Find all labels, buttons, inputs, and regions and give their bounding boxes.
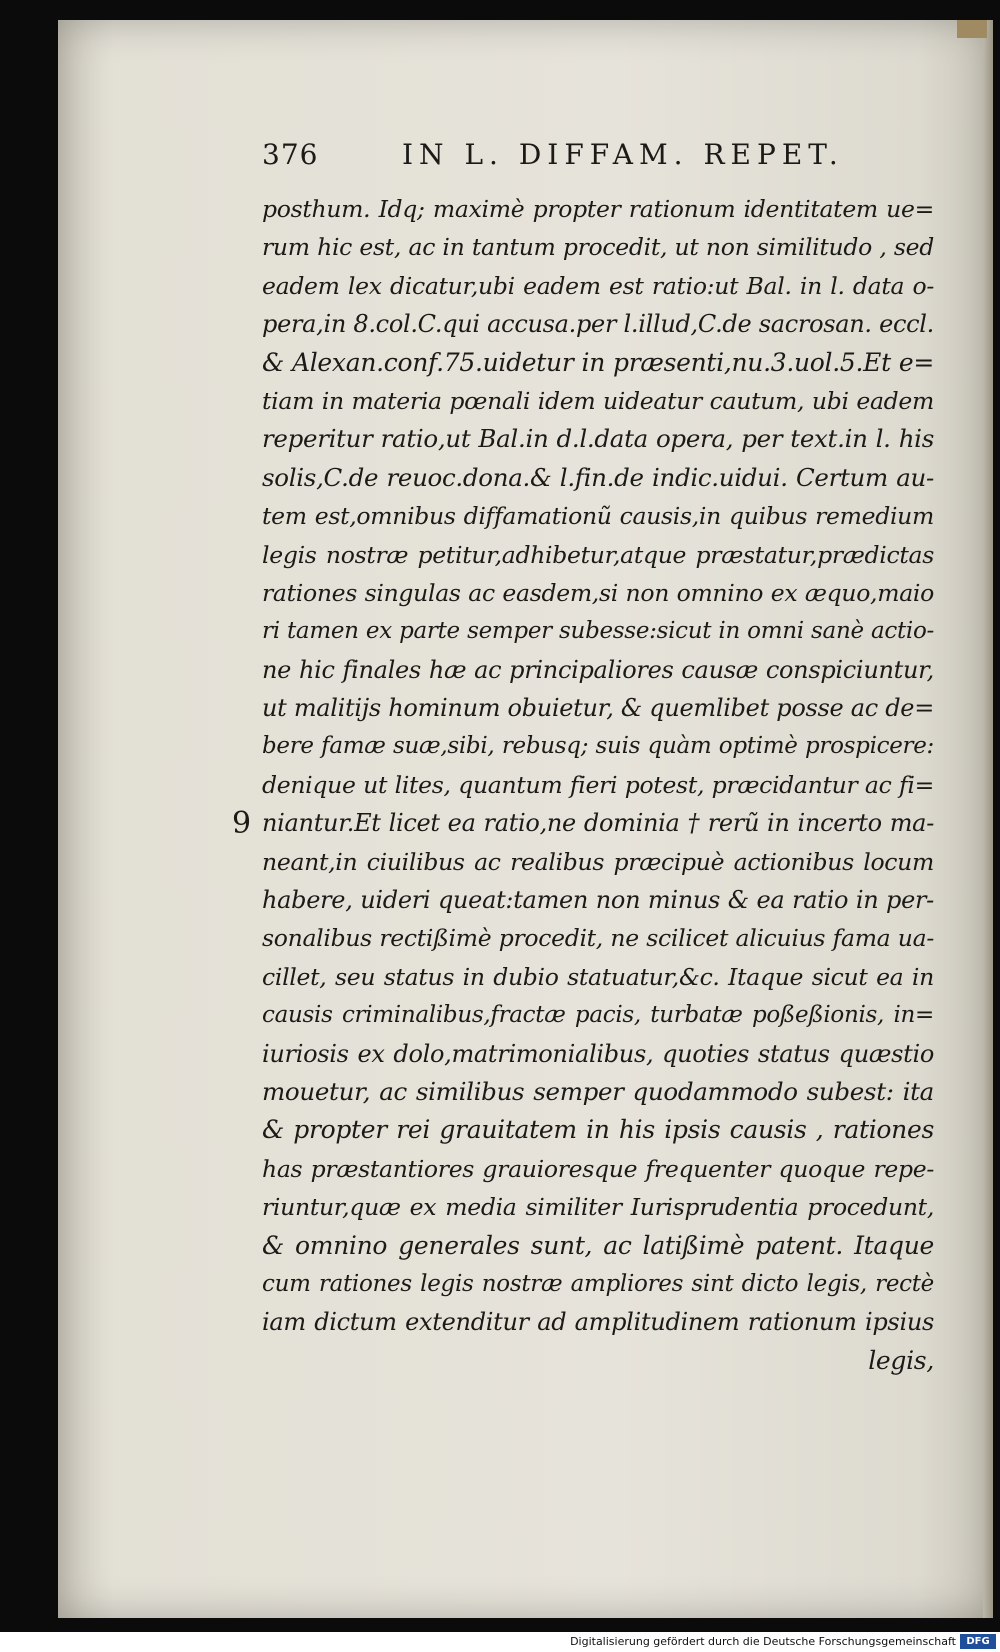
text-line: legis nostræ petitur,adhibetur,atque præstatur,prædictas <box>262 540 934 569</box>
text-line: eadem lex dicatur,ubi eadem est ratio:ut Bal. in l. data o- <box>262 271 934 300</box>
text-line: rum hic est, ac in tantum procedit, ut non similitudo , sed <box>262 233 934 262</box>
text-line: & omnino generales sunt, ac latißimè patent. Itaque <box>262 1230 934 1260</box>
text-line: habere, uideri queat:tamen non minus & ea ratio in per- <box>262 886 934 915</box>
text-line: rationes singulas ac easdem,si non omnino ex æquo,maio <box>262 578 934 607</box>
dfg-logo-icon: DFG <box>960 1634 996 1649</box>
text-line: bere famæ suæ,sibi, rebusq; suis quàm optimè prospicere: <box>262 733 934 760</box>
text-line: tiam in materia pœnali idem uideatur cautum, ubi eadem <box>262 386 934 415</box>
text-line: pera,in 8.col.C.qui accusa.per l.illud,C.de sacrosan. eccl. <box>262 310 934 339</box>
catchword-line: legis, <box>868 1345 934 1375</box>
text-line: cum rationes legis nostræ ampliores sint dicto legis, rectè <box>262 1270 934 1297</box>
text-line: reperitur ratio,ut Bal.in d.l.data opera, per text.in l. his <box>262 424 934 454</box>
text-line: neant,in ciuilibus ac realibus præcipuè actionibus locum <box>262 847 934 876</box>
text-line: & Alexan.conf.75.uidetur in præsenti,nu.3.uol.5.Et e= <box>262 347 934 377</box>
text-line: solis,C.de reuoc.dona.& l.fin.de indic.uidui. Certum au- <box>262 462 934 492</box>
text-line: iuriosis ex dolo,matrimonialibus, quoties status quæstio <box>262 1039 934 1068</box>
text-line: & propter rei grauitatem in his ipsis causis , rationes <box>262 1115 934 1145</box>
body-text <box>262 190 934 1380</box>
running-head: IN L. DIFFAM. REPET. <box>402 138 844 171</box>
text-line: tem est,omnibus diffamationũ causis,in quibus remedium <box>262 502 934 531</box>
text-line: sonalibus rectißimè procedit, ne scilicet alicuius fama ua- <box>262 924 934 953</box>
page-edge <box>983 20 993 1618</box>
text-line: riuntur,quæ ex media similiter Iurisprudentia procedunt, <box>262 1193 934 1222</box>
text-line: has præstantiores grauioresque frequenter quoque repe- <box>262 1154 934 1183</box>
digitization-footer <box>0 1632 1000 1652</box>
text-line: mouetur, ac similibus semper quodammodo subest: ita <box>262 1076 934 1106</box>
page-number: 376 <box>262 138 319 171</box>
text-line: ne hic finales hæ ac principaliores causæ conspiciuntur, <box>262 655 934 684</box>
text-line: causis criminalibus,fractæ pacis, turbatæ poßeßionis, in= <box>262 1002 934 1029</box>
page-header <box>262 138 862 178</box>
text-line: niantur.Et licet ea ratio,ne dominia † rerũ in incerto ma- <box>262 809 934 838</box>
text-line: cillet, seu status in dubio statuatur,&c. Itaque sicut ea in <box>262 962 934 991</box>
text-line: ut malitijs hominum obuietur, & quemlibet posse ac de= <box>262 694 934 723</box>
page-tab-marker <box>957 20 987 38</box>
text-line: iam dictum extenditur ad amplitudinem rationum ipsius <box>262 1308 934 1337</box>
funding-credit: Digitalisierung gefördert durch die Deutsche Forschungsgemeinschaft <box>570 1635 956 1648</box>
margin-note-number: 9 <box>232 806 252 841</box>
text-line: denique ut lites, quantum fieri potest, præcidantur ac fi= <box>262 770 934 799</box>
text-line: posthum. Idq; maximè propter rationum identitatem ue= <box>262 195 934 223</box>
text-line: ri tamen ex parte semper subesse:sicut in omni sanè actio- <box>262 618 934 645</box>
